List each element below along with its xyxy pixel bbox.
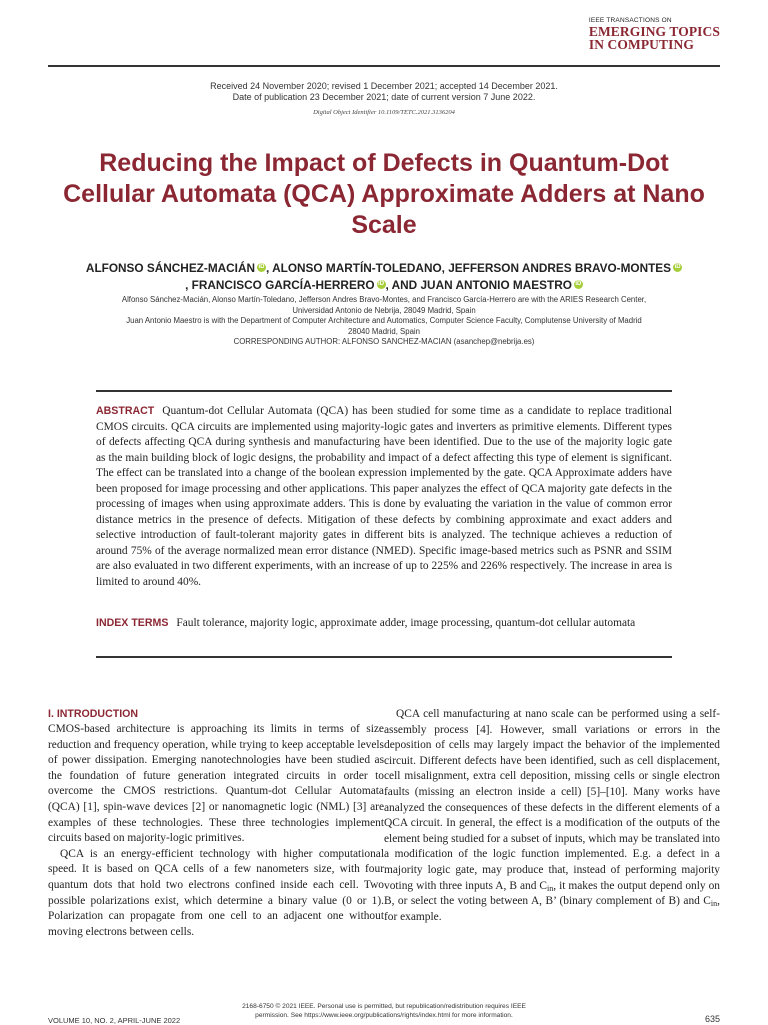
paragraph: CMOS-based architecture is approaching its limits in terms of size reduction and frequency operation, while trying to keep acceptable levels of power dissipation. Emerging nanotechnologies have been studied as the foundation of future generation integrated circuits in order to overcome the CMOS restrictions. Quantum-dot Cellular Automata (QCA) [1], spin-wave devices [2] or nanomagnetic logic (NML) [3] are examples of these technologies. These three technologies implement circuits based on majority-logic primitives.: [48, 723, 384, 845]
affiliation-line: Alfonso Sánchez-Macián, Alonso Martín-Toledano, Jefferson Andres Bravo-Montes, and Francisco García-Herrero are with the ARIES Research Center,: [121, 295, 647, 304]
paragraph-text: QCA cell manufacturing at nano scale can be performed using a self-assembly process [4]. However, small variations or errors in the deposition of cells may largely impact the behavior of the implemented circuit. Different defects have been identified, such as cell displacement, cell misalignment, extra cell deposition, missing cells or single electron faults (missing an electron inside a cell) [5]–[10]. Many works have analyzed the consequences of these defects in the different elements of a QCA circuit. In general, the effect is a modification of the outputs of the element being studied for a subset of inputs, which may be translated into a modification of the logic function implemented. E.g. a defect in a majority logic gate, may produce that, instead of performing majority voting with three inputs A, B and C: [384, 708, 720, 892]
journal-logo: [589, 18, 720, 51]
author-2-3: , ALONSO MARTÍN-TOLEDANO, JEFFERSON ANDRES BRAVO-MONTES: [266, 261, 672, 275]
abstract-label: ABSTRACT: [96, 405, 155, 417]
section-heading: I. INTRODUCTION: [48, 708, 139, 720]
journal-name-line1: EMERGING TOPICS: [588, 23, 720, 39]
abstract: [96, 404, 672, 590]
affiliations: [40, 295, 728, 348]
dates-line1: Received 24 November 2020; revised 1 December 2021; accepted 14 December 2021.: [210, 81, 558, 91]
orcid-icon[interactable]: iD: [575, 281, 582, 287]
journal-prefix: IEEE TRANSACTIONS ON: [588, 17, 672, 24]
footer-copyright: [200, 1002, 568, 1020]
journal-name-line2: IN COMPUTING: [588, 36, 694, 52]
author-1: ALFONSO SÁNCHEZ-MACIÁN: [85, 261, 256, 275]
index-terms-label: INDEX TERMS: [96, 617, 169, 629]
publication-dates: [0, 81, 768, 103]
footer-volume: VOLUME 10, NO. 2, APRIL-JUNE 2022: [48, 1016, 181, 1025]
index-terms: [96, 616, 672, 632]
affiliation-line: Juan Antonio Maestro is with the Department of Computer Architecture and Automatics, Computer Science Faculty, Complutense University of Madrid: [126, 316, 642, 326]
corresponding-author: CORRESPONDING AUTHOR: ALFONSO SANCHEZ-MACIAN (asanchep@nebrija.es): [233, 337, 535, 347]
affiliation-line: Universidad Antonio de Nebrija, 28049 Madrid, Spain: [292, 305, 476, 315]
paragraph-text: , it makes the output depend only on B, or select the voting between A, B’ (binary complement of B) and C: [384, 879, 720, 908]
author-4: , FRANCISCO GARCÍA-HERRERO: [185, 278, 375, 292]
paragraph: QCA is an energy-efficient technology with higher computational speed. It is based on QCA cells of a few nanometers size, with four quantum dots that hold two electrons confined inside each cell. Two possible polarizations exist, which determine a binary value (0 or 1). Polarization can propagate from one cell to an adjacent one without moving electrons between cells.: [48, 847, 384, 938]
orcid-icon[interactable]: iD: [378, 281, 385, 287]
index-terms-text: Fault tolerance, majority logic, approximate adder, image processing, quantum-dot cellular automata: [176, 617, 636, 629]
paper-title: Reducing the Impact of Defects in Quantum-Dot Cellular Automata (QCA) Approximate Adders at Nano Scale: [63, 149, 705, 239]
orcid-icon[interactable]: iD: [258, 264, 265, 270]
abstract-text: Quantum-dot Cellular Automata (QCA) has been studied for some time as a candidate to replace traditional CMOS circuits. QCA circuits are implemented using majority-logic gates and inverters as primitive elements. Different types of defects affecting QCA during synthesis and manufacturing have been identified. Due to the use of the majority logic gate as the main building block of logic designs, the probability and impact of a defect affecting this type of element is significant. The effect can be translated into a change of the boolean expression implemented by the gate. QCA Approximate adders have been proposed for image processing and other applications. This paper analyzes the effect of QCA majority gate defects in the processing of images when using approximate adders. This is done by evaluating the variation in the value of common error distance metrics in the presence of defects. Mitigation of these defects by combining approximate and exact adders and selective introduction of fault-tolerant majority gates in different bits is analyzed. The technique achieves a reduction of around 75% of the average normalized mean error distance (NMED). Specific image-based metrics such as PSNR and SSIM are also evaluated in two different experiments, with an increase of up to 225% and 226% respectively. The increase in area is limited to around 40%.: [96, 405, 672, 588]
doi[interactable]: Digital Object Identifier 10.1109/TETC.2021.3136204: [313, 109, 455, 116]
author-list: [40, 260, 728, 294]
dates-line2: Date of publication 23 December 2021; date of current version 7 June 2022.: [232, 92, 536, 102]
paragraph: [384, 707, 720, 925]
page-number: 635: [704, 1014, 720, 1024]
subscript: in: [547, 883, 554, 893]
abstract-bottom-rule: [96, 656, 672, 658]
paragraph-text: , for example.: [384, 895, 720, 923]
subscript: in: [710, 899, 718, 909]
author-5: , AND JUAN ANTONIO MAESTRO: [385, 278, 572, 292]
orcid-icon[interactable]: iD: [674, 264, 681, 270]
left-column: [48, 707, 384, 940]
right-column: [384, 707, 720, 925]
copyright-line: 2168-6750 © 2021 IEEE. Personal use is permitted, but republication/redistribution requires IEEE: [242, 1003, 526, 1010]
affiliation-line: 28040 Madrid, Spain: [348, 326, 420, 336]
header-rule: [48, 65, 720, 67]
copyright-line: permission. See https://www.ieee.org/publications/rights/index.html for more information.: [255, 1012, 513, 1019]
abstract-top-rule: [96, 390, 672, 392]
